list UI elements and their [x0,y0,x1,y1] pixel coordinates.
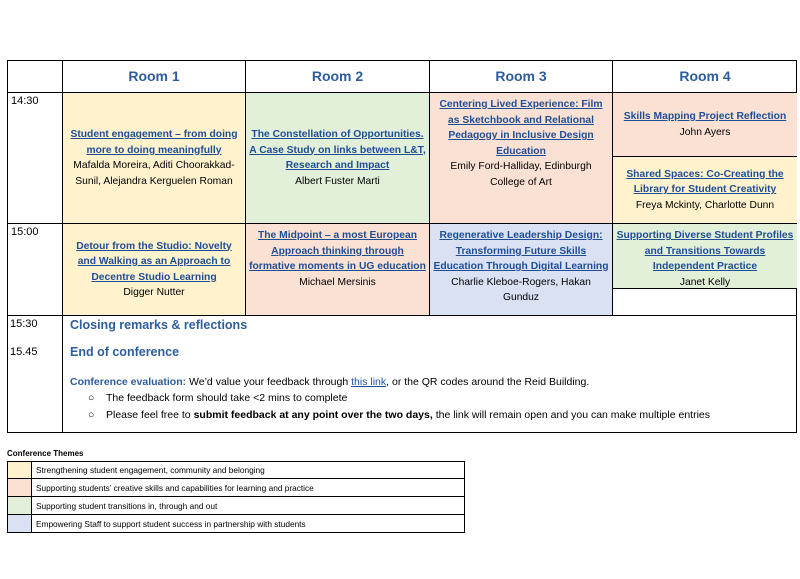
session-title-link[interactable]: Detour from the Studio: Novelty and Walking as an Approach to Decentre Studio Learning [76,240,232,283]
feedback-bullet-2 [88,409,710,421]
session-title-link[interactable]: Student engagement – from doing more to doing meaningfully [70,129,238,156]
session-title-link[interactable]: Regenerative Leadership Design: Transforming Future Skills Education Through Digital Learning [433,230,609,272]
theme-row [8,479,464,497]
session-presenters: Mafalda Moreira, Aditi Choorakkad-Sunil, Alejandra Kerguelen Roman [73,160,235,187]
session-s1-room4a [613,93,797,157]
evaluation-label: Conference evaluation: [70,376,187,388]
room-4-header: Room 4 [613,60,797,93]
session-presenters: Janet Kelly [679,276,731,288]
session-title-link[interactable]: The Midpoint – a most European Approach thinking through formative moments in UG education [249,230,426,272]
session-presenters: Freya Mckinty, Charlotte Dunn [635,199,775,211]
theme-label: Strengthening student engagement, community and belonging [36,465,265,475]
session-title-link[interactable]: Skills Mapping Project Reflection [623,111,787,122]
time-slot-1: 14:30 [7,93,63,224]
session-title-link[interactable]: Supporting Diverse Student Profiles and Transitions Towards Independent Practice [616,230,794,272]
empty-cell [613,289,797,316]
bullet-text-after: the link will remain open and you can make multiple entries [432,409,711,421]
session-s1-room4b [613,157,797,224]
session-s2-room3 [430,224,613,316]
session-title-link[interactable]: Shared Spaces: Co-Creating the Library for Student Creativity [626,168,784,196]
feedback-link[interactable]: this link [351,376,387,388]
time-end: 15.45 [10,346,38,358]
theme-swatch [8,479,32,496]
theme-swatch [8,515,32,532]
room-1-header: Room 1 [63,60,246,93]
session-presenters: Emily Ford-Halliday, Edinburgh College of Art [450,161,592,188]
theme-label: Supporting student transitions in, through and out [36,500,218,511]
end-of-conference: End of conference [70,345,180,359]
session-presenters: John Ayers [679,126,731,138]
bullet-text: The feedback form should take <2 mins to complete [106,392,348,404]
session-s1-room3 [430,93,613,224]
bullet-bold-text: submit feedback at any point over the two days, [193,409,433,421]
session-s1-room2 [246,93,430,224]
bullet-circle-icon: ○ [88,392,95,404]
evaluation-text: We’d value your feedback through [186,376,352,388]
session-s2-room4 [613,224,797,289]
evaluation-text-after: , or the QR codes around the Reid Building. [386,376,590,388]
session-title-link[interactable]: Centering Lived Experience: Film as Sketchbook and Relational Pedagogy in Inclusive Design Education [439,99,603,157]
closing-time-column [7,316,63,433]
feedback-bullet-1 [88,392,347,404]
theme-swatch [8,497,32,514]
bullet-text: Please feel free to [106,409,194,421]
theme-row [8,462,464,479]
session-s2-room2 [246,224,430,316]
session-presenters: Albert Fuster Marti [295,175,380,187]
room-3-header: Room 3 [430,60,613,93]
session-s1-room1 [63,93,246,224]
session-s2-room1 [63,224,246,316]
theme-label: Empowering Staff to support student success in partnership with students [36,518,306,529]
theme-label: Supporting students’ creative skills and capabilities for learning and practice [36,482,314,493]
theme-row [8,497,464,515]
header-time-cell [7,60,63,93]
session-presenters: Charlie Kleboe-Rogers, Hakan Gunduz [451,276,591,303]
evaluation-line [70,376,589,388]
theme-row [8,515,464,532]
session-presenters: Digger Nutter [123,287,185,298]
session-title-link[interactable]: The Constellation of Opportunities. A Case Study on links between L&T, Research and Impact [249,129,426,171]
time-slot-2: 15:00 [7,224,63,316]
session-presenters: Michael Mersinis [299,276,376,288]
closing-remarks: Closing remarks & reflections [70,318,248,332]
theme-swatch [8,462,32,478]
bullet-circle-icon: ○ [88,409,95,421]
time-closing: 15:30 [10,318,38,330]
themes-title: Conference Themes [7,449,84,458]
room-2-header: Room 2 [246,60,430,93]
